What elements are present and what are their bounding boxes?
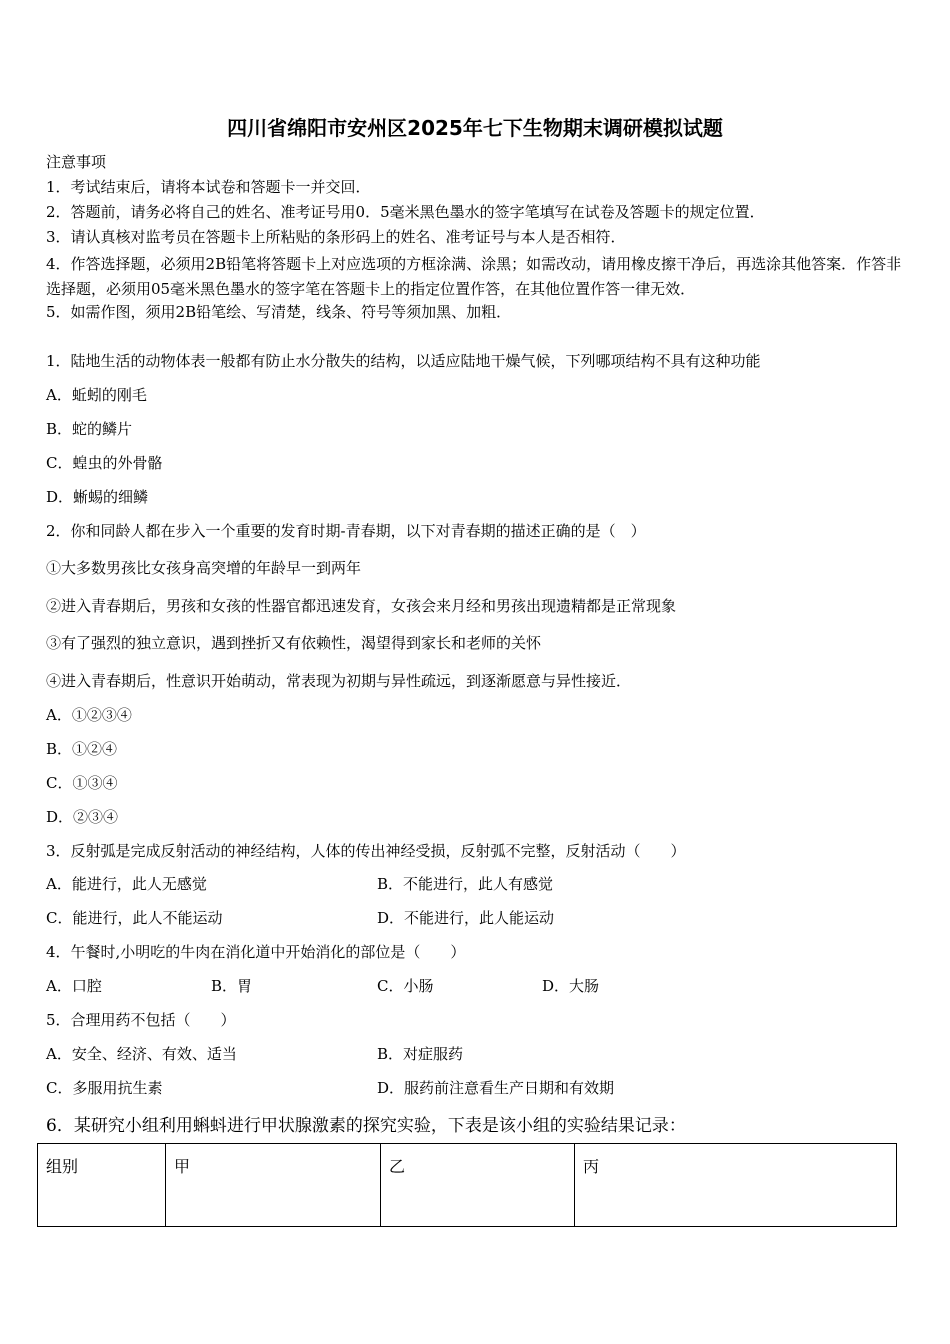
question-1-stem: 1．陆地生活的动物体表一般都有防止水分散失的结构，以适应陆地干燥气候，下列哪项结构不具有这种功能	[46, 352, 761, 370]
question-2-option-d: D．②③④	[46, 808, 119, 826]
notice-heading: 注意事项	[46, 153, 107, 171]
question-2-statement-1: ①大多数男孩比女孩身高突增的年龄早一到两年	[46, 559, 362, 577]
question-5-option-a: A．安全、经济、有效、适当	[46, 1045, 237, 1063]
table-header-cell: 丙	[575, 1144, 897, 1227]
question-3-option-c: C．能进行，此人不能运动	[46, 909, 223, 927]
question-6-stem: 6．某研究小组利用蝌蚪进行甲状腺激素的探究实验，下表是该小组的实验结果记录：	[46, 1116, 686, 1136]
question-2-statement-2: ②进入青春期后，男孩和女孩的性器官都迅速发育，女孩会来月经和男孩出现遗精都是正常现象	[46, 597, 677, 615]
question-4-option-d: D．大肠	[542, 977, 600, 995]
notice-item: 4．作答选择题，必须用2B铅笔将答题卡上对应选项的方框涂满、涂黑；如需改动，请用橡皮擦干净后，再选涂其他答案．作答非选择题，必须用05毫米黑色墨水的签字笔在答题卡上的指定位置作答，在其他位置作答一律无效．	[46, 255, 902, 298]
question-2-option-c: C．①③④	[46, 774, 118, 792]
question-2-statement-3: ③有了强烈的独立意识，遇到挫折又有依赖性，渴望得到家长和老师的关怀	[46, 634, 542, 652]
question-2-stem: 2．你和同龄人都在步入一个重要的发育时期-青春期，以下对青春期的描述正确的是（ ）	[46, 522, 646, 540]
notice-item: 5．如需作图，须用2B铅笔绘、写清楚，线条、符号等须加黑、加粗．	[46, 303, 512, 321]
question-1-option-d: D．蜥蜴的细鳞	[46, 488, 149, 506]
question-3-option-b: B．不能进行，此人有感觉	[377, 875, 554, 893]
table-header-cell: 乙	[381, 1144, 575, 1227]
question-3-option-a: A．能进行，此人无感觉	[46, 875, 207, 893]
question-4-option-b: B．胃	[211, 977, 253, 995]
question-3-stem: 3．反射弧是完成反射活动的神经结构，人体的传出神经受损，反射弧不完整，反射活动（ ）	[46, 842, 686, 860]
exam-title: 四川省绵阳市安州区2025年七下生物期末调研模拟试题	[227, 116, 723, 140]
question-5-stem: 5．合理用药不包括（ ）	[46, 1011, 236, 1029]
question-2-option-b: B．①②④	[46, 740, 118, 758]
question-5-option-b: B．对症服药	[377, 1045, 464, 1063]
question-1-option-a: A．蚯蚓的刚毛	[46, 386, 147, 404]
notice-item: 2．答题前，请务必将自己的姓名、准考证号用0．5毫米黑色墨水的签字笔填写在试卷及答题卡的规定位置．	[46, 203, 765, 221]
question-4-option-c: C．小肠	[377, 977, 434, 995]
question-2-option-a: A．①②③④	[46, 706, 132, 724]
experiment-results-table	[37, 1143, 897, 1227]
question-3-option-d: D．不能进行，此人能运动	[377, 909, 555, 927]
table-header-cell: 甲	[166, 1144, 381, 1227]
notice-item: 3．请认真核对监考员在答题卡上所粘贴的条形码上的姓名、准考证号与本人是否相符．	[46, 228, 626, 246]
question-1-option-b: B．蛇的鳞片	[46, 420, 133, 438]
question-1-option-c: C．蝗虫的外骨骼	[46, 454, 163, 472]
table-header-cell: 组别	[38, 1144, 166, 1227]
question-5-option-d: D．服药前注意看生产日期和有效期	[377, 1079, 615, 1097]
notice-item: 1．考试结束后，请将本试卷和答题卡一并交回．	[46, 178, 371, 196]
question-4-stem: 4．午餐时,小明吃的牛肉在消化道中开始消化的部位是（ ）	[46, 943, 466, 961]
table-header-row	[38, 1144, 897, 1227]
question-4-option-a: A．口腔	[46, 977, 102, 995]
question-2-statement-4: ④进入青春期后，性意识开始萌动，常表现为初期与异性疏远，到逐渐愿意与异性接近．	[46, 672, 632, 690]
question-5-option-c: C．多服用抗生素	[46, 1079, 163, 1097]
